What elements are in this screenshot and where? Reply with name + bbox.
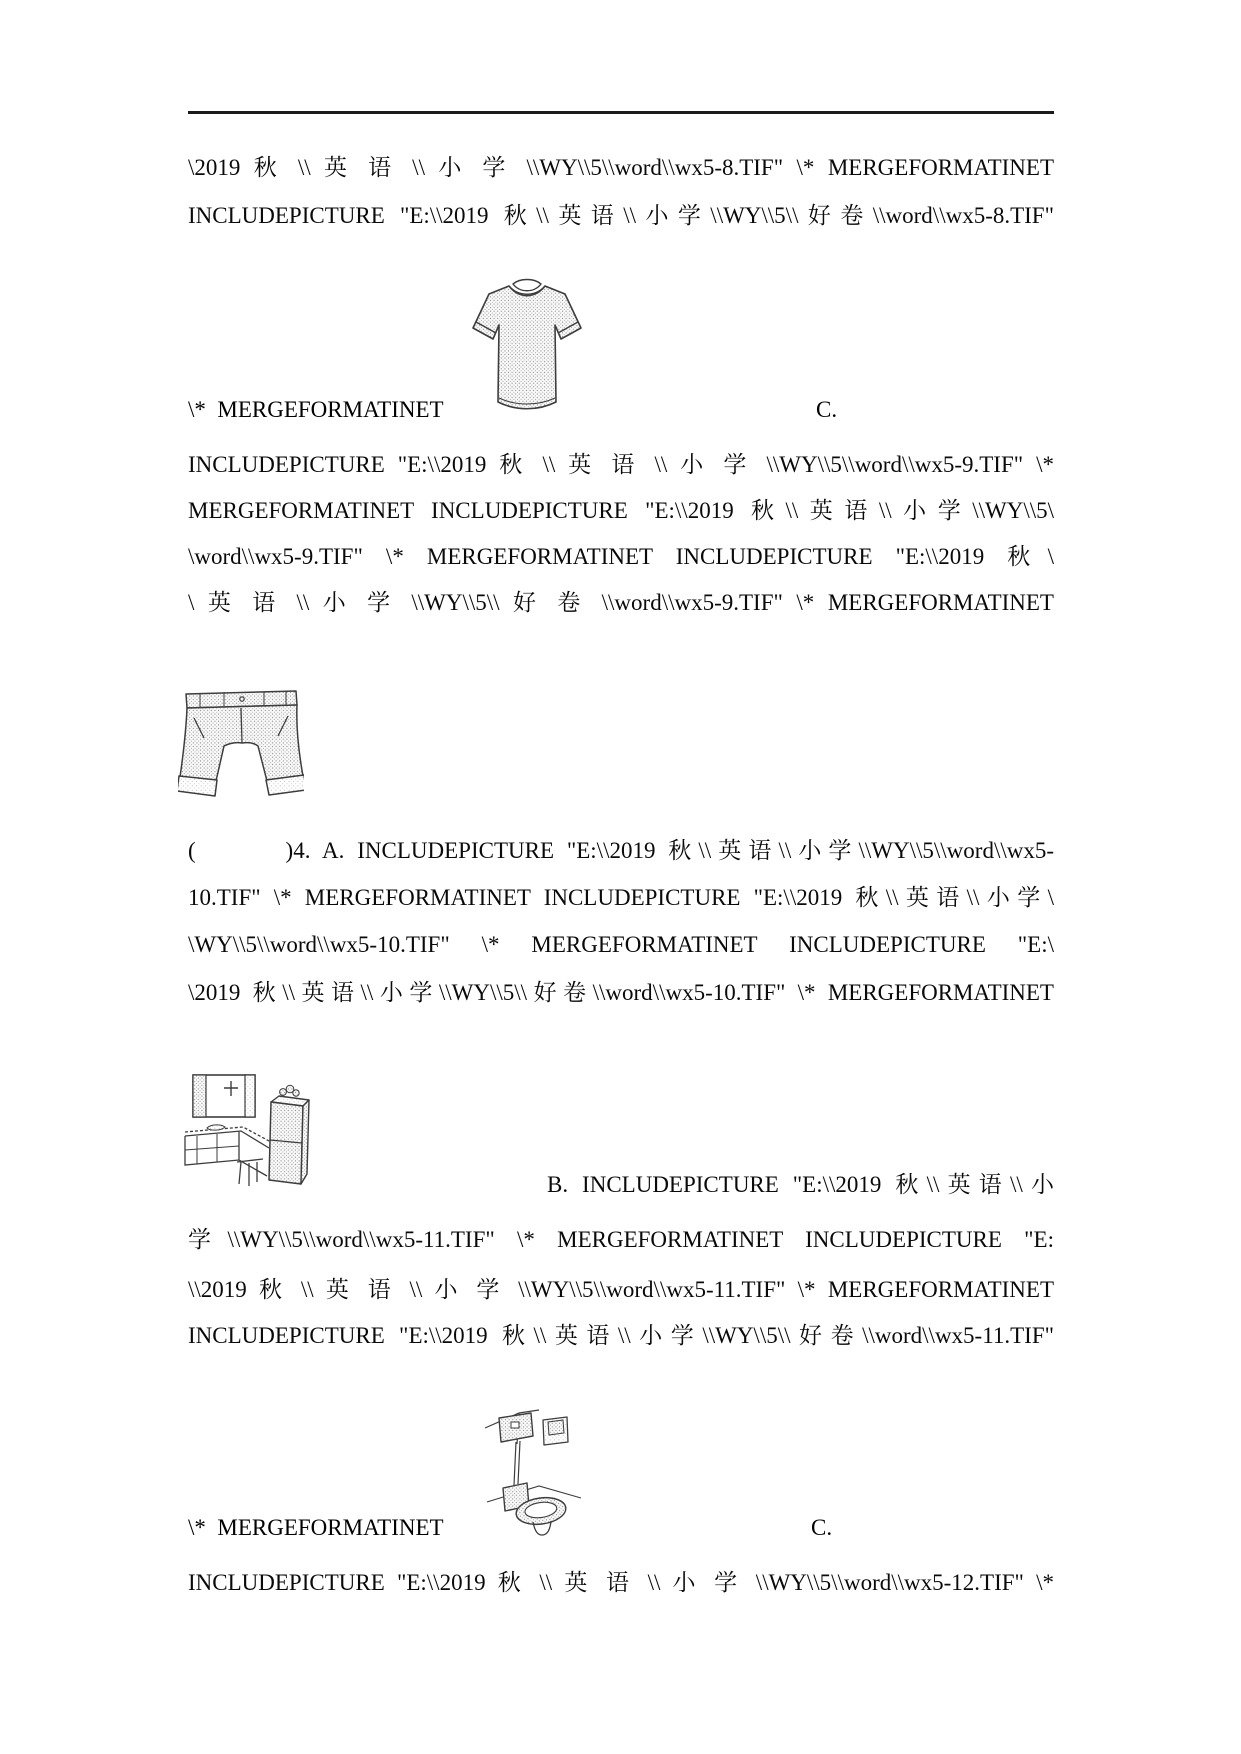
field-code-line-11: 10.TIF" \* MERGEFORMATINET INCLUDEPICTURE "E:\\2019 秋\\英语\\小学\ <box>188 885 1054 910</box>
field-code-line-18: INCLUDEPICTURE "E:\\2019 秋\\英语\\小学\\WY\\5\\好卷\\word\\wx5-11.TIF" <box>188 1323 1054 1348</box>
field-code-line-7: \word\\wx5-9.TIF" \* MERGEFORMATINET INCLUDEPICTURE "E:\\2019 秋\ <box>188 544 1054 569</box>
option-label-c: C. <box>811 1515 833 1540</box>
mergeformat-text: \* MERGEFORMATINET <box>188 1515 444 1540</box>
field-code-line-1: \2019 秋 \\ 英 语 \\ 小 学 \\WY\\5\\word\\wx5-8.TIF" \* MERGEFORMATINET <box>188 155 1054 180</box>
field-code-line-21: INCLUDEPICTURE "E:\\2019 秋 \\ 英 语 \\ 小 学 \\WY\\5\\word\\wx5-12.TIF" \* <box>188 1570 1054 1595</box>
field-code-line-16: 学\\WY\\5\\word\\wx5-11.TIF" \* MERGEFORMATINET INCLUDEPICTURE "E: <box>188 1227 1054 1252</box>
field-code-line-8: \ 英 语 \\ 小 学 \\WY\\5\\ 好 卷 \\word\\wx5-9.TIF" \* MERGEFORMATINET <box>188 590 1054 615</box>
header-rule <box>188 111 1054 114</box>
field-code-line-6: MERGEFORMATINET INCLUDEPICTURE "E:\\2019 秋\\英语\\小学\\WY\\5\ <box>188 498 1054 523</box>
option-label-c: C. <box>816 397 838 422</box>
field-code-line-4 <box>188 395 1054 425</box>
shorts-icon <box>178 688 304 806</box>
field-code-line-13: \2019 秋\\英语\\小学\\WY\\5\\好卷\\word\\wx5-10.TIF" \* MERGEFORMATINET <box>188 980 1054 1005</box>
mergeformat-text: \* MERGEFORMATINET <box>188 397 444 422</box>
field-code-line-12: \WY\\5\\word\\wx5-10.TIF" \* MERGEFORMATINET INCLUDEPICTURE "E:\ <box>188 932 1054 957</box>
tshirt-image <box>468 278 586 414</box>
kitchen-image <box>183 1070 313 1190</box>
field-code-line-17: \\2019 秋 \\ 英 语 \\ 小 学 \\WY\\5\\word\\wx5-11.TIF" \* MERGEFORMATINET <box>188 1277 1054 1302</box>
kitchen-icon <box>183 1070 313 1190</box>
option-b-line: B. INCLUDEPICTURE "E:\\2019 秋\\英语\\小 <box>547 1172 1054 1197</box>
field-code-line-20 <box>188 1513 1054 1543</box>
tshirt-icon <box>468 278 586 414</box>
field-code-line-2: INCLUDEPICTURE "E:\\2019 秋\\英语\\小学\\WY\\5\\好卷\\word\\wx5-8.TIF" <box>188 203 1054 228</box>
shorts-image <box>178 688 304 806</box>
question-4-line: ( )4. A. INCLUDEPICTURE "E:\\2019 秋\\英语\\小学\\WY\\5\\word\\wx5- <box>188 838 1054 863</box>
field-code-line-5: INCLUDEPICTURE "E:\\2019 秋 \\ 英 语 \\ 小 学 \\WY\\5\\word\\wx5-9.TIF" \* <box>188 452 1054 477</box>
